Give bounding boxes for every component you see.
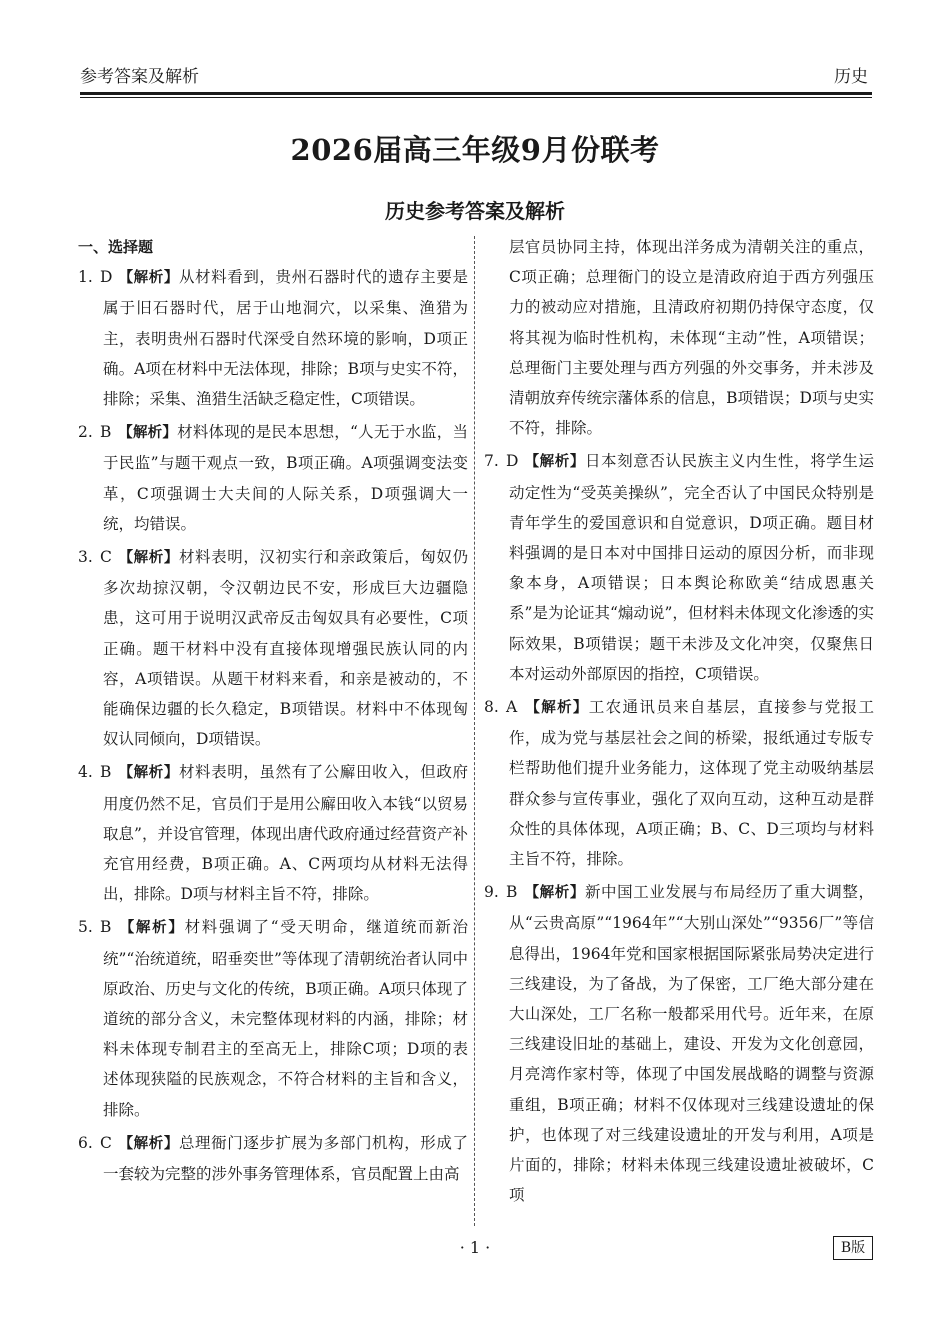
section-title: 一、选择题 [78, 238, 154, 256]
question-text: 日本刻意否认民族主义内生性，将学生运动定性为“受英美操纵”，完全否认了中国民众特别是青年学生的爱国意识和自觉意识，D项正确。题目材料强调的是日本对中国排日运动的原因分析，而非现象本身，A项错误；日本舆论称欧美“结成恩惠关系”是为论证其“煽动说”，但材料未体现文化渗透的实际效果，B项错误；题干未涉及文化冲突，仅聚焦日本对运动外部原因的指控，C项错误。 [509, 452, 874, 683]
right-column [484, 232, 874, 1214]
question-text: 总理衙门逐步扩展为多部门机构，形成了一套较为完整的涉外事务管理体系，官员配置上由高 [103, 1133, 468, 1184]
question-6: 6. C 【解析】总理衙门逐步扩展为多部门机构，形成了一套较为完整的涉外事务管理体系，官员配置上由高 [78, 1128, 468, 1189]
question-9: 9. B 【解析】新中国工业发展与布局经历了重大调整，从“云贵高原”“1964年”“大别山深处”“9356厂”等信息得出，1964年党和国家根据国际紧张局势决定进行三线建设，为了备战，为了保密，工厂绝大部分建在大山深处，工厂名称一般都采用代号。近年来，在原三线建设旧址的基础上，建设、开发为文化创意园，月亮湾作家村等，体现了中国发展战略的调整与资源重组，B项正确；材料不仅体现对三线建设遗址的保护，也体现了对三线建设遗址的开发与利用，A项是片面的，排除；材料未体现三线建设遗址被破坏，C项 [484, 877, 874, 1210]
question-5: 5. B 【解析】材料强调了“受天明命，继道统而新治统”“治统道统，昭垂奕世”等体现了清朝统治者认同中原政治、历史与文化的传统，B项正确。A项只体现了道统的部分含义，未完整体现材料的内涵，排除；材料未体现专制君主的至高无上，排除C项；D项的表述体现狭隘的民族观念，不符合材料的主旨和含义，排除。 [78, 912, 468, 1124]
question-6-continued: 层官员协同主持，体现出洋务成为清朝关注的重点，C项正确；总理衙门的设立是清政府迫于西方列强压力的被动应对措施，且清政府初期仍持保守态度，仅将其视为临时性机构，未体现“主动”性，A项错误；总理衙门主要处理与西方列强的外交事务，并未涉及清朝放弃传统宗藩体系的信息，B项错误；D项与史实不符，排除。 [509, 238, 874, 438]
question-text: 材料表明，虽然有了公廨田收入，但政府用度仍然不足，官员们于是用公廨田收入本钱“以贸易取息”，并设官管理，体现出唐代政府通过经营资产补充官用经费，B项正确。A、C两项均从材料无法得出，排除。D项与材料主旨不符，排除。 [103, 763, 468, 904]
answer-letter: D [506, 452, 519, 471]
question-7: 7. D 【解析】日本刻意否认民族主义内生性，将学生运动定性为“受英美操纵”，完全否认了中国民众特别是青年学生的爱国意识和自觉意识，D项正确。题目材料强调的是日本对中国排日运动的原因分析，而非现象本身，A项错误；日本舆论称欧美“结成恩惠关系”是为论证其“煽动说”，但材料未体现文化渗透的实际效果，B项错误；题干未涉及文化冲突，仅聚焦日本对运动外部原因的指控，C项错误。 [484, 446, 874, 689]
analysis-tag: 【解析】 [524, 885, 585, 902]
answer-letter: B [100, 423, 112, 442]
analysis-tag: 【解析】 [118, 425, 178, 442]
page-title: 2026届高三年级9月份联考 [290, 133, 660, 167]
analysis-tag: 【解析】 [118, 1135, 179, 1152]
page-header [80, 58, 872, 92]
question-4: 4. B 【解析】材料表明，虽然有了公廨田收入，但政府用度仍然不足，官员们于是用公廨田收入本钱“以贸易取息”，并设官管理，体现出唐代政府通过经营资产补充官用经费，B项正确。A、C两项均从材料无法得出，排除。D项与材料主旨不符，排除。 [78, 757, 468, 909]
answer-letter: C [100, 1133, 112, 1152]
question-1: 1. D 【解析】从材料看到，贵州石器时代的遗存主要是属于旧石器时代，居于山地洞穴，以采集、渔猎为主，表明贵州石器时代深受自然环境的影响，D项正确。A项在材料中无法体现，排除；B项与史实不符，排除；采集、渔猎生活缺乏稳定性，C项错误。 [78, 262, 468, 414]
question-2: 2. B 【解析】材料体现的是民本思想，“人无于水监，当于民监”与题干观点一致，B项正确。A项强调变法变革，C项强调士大夫间的人际关系，D项强调大一统，均错误。 [78, 417, 468, 539]
analysis-tag: 【解析】 [118, 550, 179, 567]
answer-letter: A [506, 698, 518, 717]
analysis-tag: 【解析】 [118, 270, 179, 287]
column-divider [474, 236, 475, 1226]
header-rule-thin [80, 97, 872, 98]
answer-letter: B [100, 918, 112, 937]
question-text: 工农通讯员来自基层，直接参与党报工作，成为党与基层社会之间的桥梁，报纸通过专版专栏帮助他们提升业务能力，这体现了党主动吸纳基层群众参与宣传事业，强化了双向互动，这种互动是群众性的具体体现，A项正确；B、C、D三项均与材料主旨不符，排除。 [509, 698, 875, 869]
analysis-tag: 【解析】 [118, 920, 185, 937]
analysis-tag: 【解析】 [524, 700, 589, 717]
answer-letter: D [100, 268, 113, 287]
answer-letter: B [100, 763, 112, 782]
analysis-tag: 【解析】 [524, 454, 585, 471]
header-subject: 历史 [834, 67, 868, 87]
question-text: 新中国工业发展与布局经历了重大调整，从“云贵高原”“1964年”“大别山深处”“9356厂”等信息得出，1964年党和国家根据国际紧张局势决定进行三线建设，为了备战，为了保密，工厂绝大部分建在大山深处，工厂名称一般都采用代号。近年来，在原三线建设旧址的基础上，建设、开发为文化创意园，月亮湾作家村等，体现了中国发展战略的调整与资源重组，B项正确；材料不仅体现对三线建设遗址的保护，也体现了对三线建设遗址的开发与利用，A项是片面的，排除；材料未体现三线建设遗址被破坏，C项 [509, 883, 874, 1205]
question-text: 从材料看到，贵州石器时代的遗存主要是属于旧石器时代，居于山地洞穴，以采集、渔猎为主，表明贵州石器时代深受自然环境的影响，D项正确。A项在材料中无法体现，排除；B项与史实不符，排除；采集、渔猎生活缺乏稳定性，C项错误。 [103, 268, 468, 409]
question-8: 8. A 【解析】工农通讯员来自基层，直接参与党报工作，成为党与基层社会之间的桥梁，报纸通过专版专栏帮助他们提升业务能力，这体现了党主动吸纳基层群众参与宣传事业，强化了双向互动，这种互动是群众性的具体体现，A项正确；B、C、D三项均与材料主旨不符，排除。 [484, 692, 874, 874]
question-3: 3. C 【解析】材料表明，汉初实行和亲政策后，匈奴仍多次劫掠汉朝，令汉朝边民不安，形成巨大边疆隐患，这可用于说明汉武帝反击匈奴具有必要性，C项正确。题干材料中没有直接体现增强民族认同的内容，A项错误。从题干材料来看，和亲是被动的，不能确保边疆的长久稳定，B项错误。材料中不体现匈奴认同倾向，D项错误。 [78, 542, 468, 754]
page-subtitle: 历史参考答案及解析 [385, 199, 565, 223]
left-column [78, 232, 468, 1192]
question-text: 材料强调了“受天明命，继道统而新治统”“治统道统，昭垂奕世”等体现了清朝统治者认同中原政治、历史与文化的传统，B项正确。A项只体现了道统的部分含义，未完整体现材料的内涵，排除；材料未体现专制君主的至高无上，排除C项；D项的表述体现狭隘的民族观念，不符合材料的主旨和含义，排除。 [103, 918, 468, 1119]
header-doc-type: 参考答案及解析 [80, 67, 199, 87]
answer-letter: B [506, 883, 518, 902]
version-badge: B版 [833, 1236, 873, 1260]
answer-letter: C [100, 548, 112, 567]
question-text: 材料体现的是民本思想，“人无于水监，当于民监”与题干观点一致，B项正确。A项强调变法变革，C项强调士大夫间的人际关系，D项强调大一统，均错误。 [103, 423, 468, 533]
analysis-tag: 【解析】 [118, 765, 179, 782]
question-text: 材料表明，汉初实行和亲政策后，匈奴仍多次劫掠汉朝，令汉朝边民不安，形成巨大边疆隐患，这可用于说明汉武帝反击匈奴具有必要性，C项正确。题干材料中没有直接体现增强民族认同的内容，A项错误。从题干材料来看，和亲是被动的，不能确保边疆的长久稳定，B项错误。材料中不体现匈奴认同倾向，D项错误。 [103, 548, 468, 749]
page-number: · 1 · [459, 1238, 491, 1257]
header-rule-thick [80, 92, 872, 95]
